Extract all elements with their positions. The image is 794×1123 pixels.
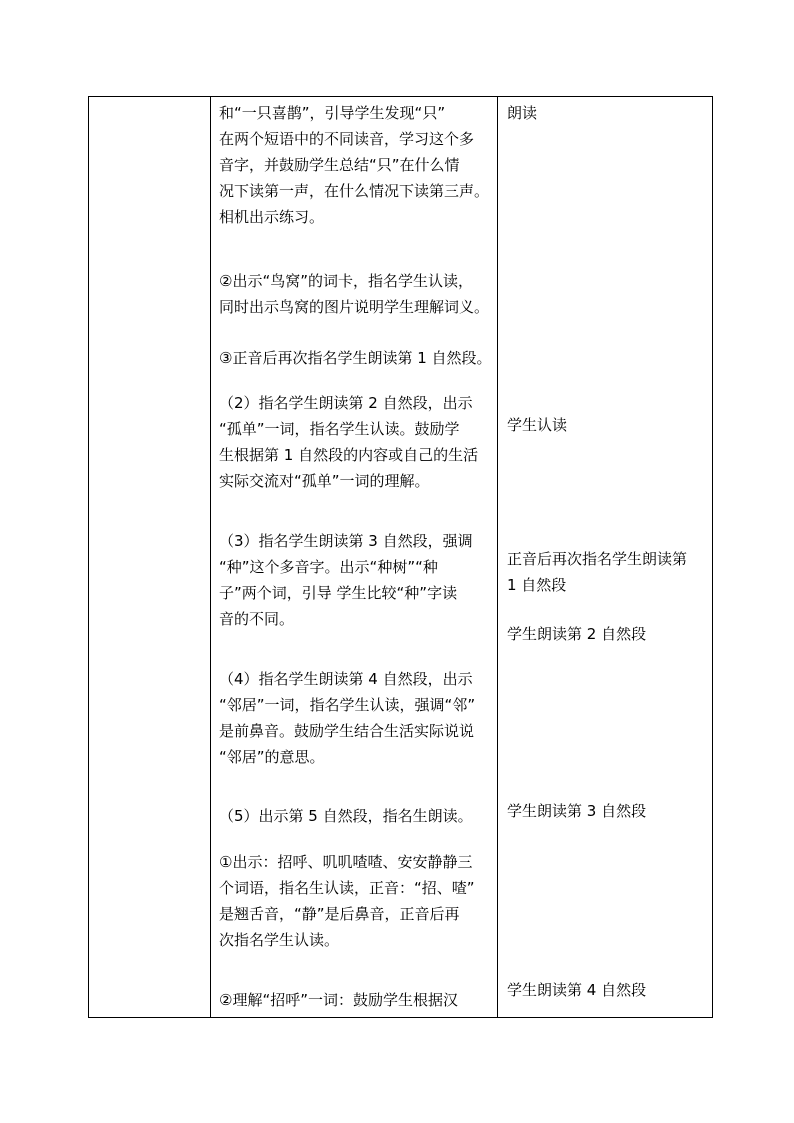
teaching-process-cell xyxy=(212,97,497,1017)
activity-zhengyin-para1: 正音后再次指名学生朗读第 1 自然段 xyxy=(507,550,688,594)
paragraph-step-3: （3）指名学生朗读第 3 自然段，强调 “种”这个多音字。出示“种树”“种 子”两个词，引导 学生比较“种”字读 音的不同。 xyxy=(219,532,473,628)
paragraph-step-5: （5）出示第 5 自然段，指名生朗读。 xyxy=(219,807,473,825)
paragraph-zhengyin: ③正音后再次指名学生朗读第 1 自然段。 xyxy=(219,349,492,367)
left-column-cell xyxy=(89,97,210,1017)
paragraph-duoyin-zhi: 和“一只喜鹊”，引导学生发现“只” 在两个短语中的不同读音，学习这个多 音字，并鼓励学生总结“只”在什么情 况下读第一声，在什么情况下读第三声。 相机出示练习。 xyxy=(219,104,490,226)
activity-langdu: 朗读 xyxy=(507,104,538,122)
activity-para3: 学生朗读第 3 自然段 xyxy=(507,802,647,820)
paragraph-niaowo: ②出示“鸟窝”的词卡，指名学生认读， 同时出示鸟窝的图片说明学生理解词义。 xyxy=(219,272,490,316)
activity-renddu: 学生认读 xyxy=(507,416,568,434)
student-activity-cell xyxy=(499,97,712,1017)
paragraph-step-2: （2）指名学生朗读第 2 自然段，出示 “孤单”一词，指名学生认读。鼓励学 生根据第 1 自然段的内容或自己的生活 实际交流对“孤单”一词的理解。 xyxy=(219,394,479,490)
column-divider xyxy=(497,97,498,1017)
activity-para2: 学生朗读第 2 自然段 xyxy=(507,625,647,643)
paragraph-lijie-zhaohu: ②理解“招呼”一词：鼓励学生根据汉 xyxy=(219,991,458,1009)
paragraph-step-4: （4）指名学生朗读第 4 自然段，出示 “邻居”一词，指名学生认读，强调“邻” 是前鼻音。鼓励学生结合生活实际说说 “邻居”的意思。 xyxy=(219,670,476,766)
paragraph-zhaohu-words: ①出示：招呼、叽叽喳喳、安安静静三 个词语，指名生认读，正音：“招、喳” 是翘舌音，“静”是后鼻音，正音后再 次指名学生认读。 xyxy=(219,853,475,949)
activity-para4: 学生朗读第 4 自然段 xyxy=(507,981,647,999)
column-divider xyxy=(210,97,211,1017)
lesson-table xyxy=(88,96,713,1018)
